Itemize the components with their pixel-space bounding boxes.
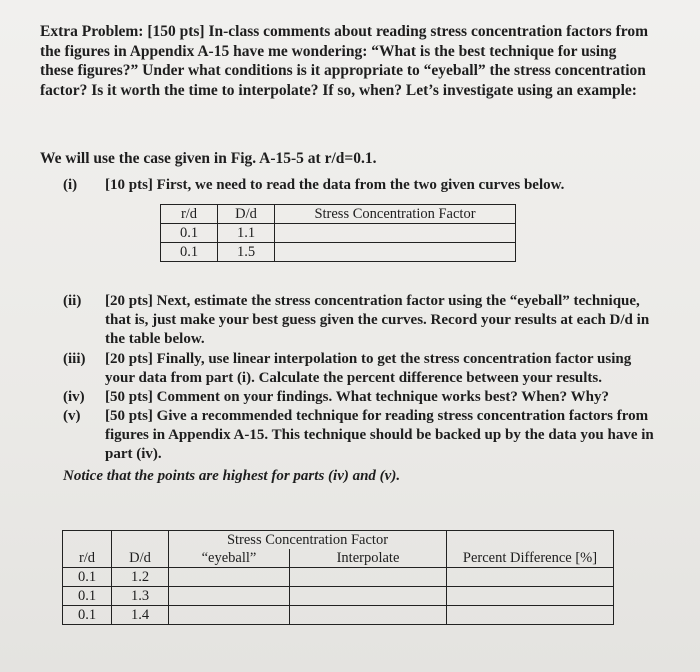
blank-cell — [275, 243, 516, 262]
lead-sentence: We will use the case given in Fig. A-15-5 at r/d=0.1. — [40, 150, 377, 167]
table-row — [63, 568, 614, 587]
table-row — [63, 587, 614, 606]
table-cell: 0.1 — [63, 606, 112, 625]
table-cell: 1.4 — [112, 606, 169, 625]
item-number: (iii) — [63, 351, 86, 367]
curve-data-table — [160, 204, 516, 262]
table-row — [161, 224, 516, 243]
group-header: Stress Concentration Factor — [169, 531, 447, 550]
column-header: r/d — [63, 549, 112, 568]
column-header: Percent Difference [%] — [447, 549, 614, 568]
table-cell: 1.3 — [112, 587, 169, 606]
table-cell: 0.1 — [63, 587, 112, 606]
table-cell: 0.1 — [161, 243, 218, 262]
item-text: [50 pts] Give a recommended technique for reading stress concentration factors from figures in Appendix A-15. This technique should be backed up by the data you have in part (iv). — [105, 408, 654, 462]
column-header: D/d — [112, 549, 169, 568]
blank-cell — [447, 568, 614, 587]
table-cell: 1.5 — [218, 243, 275, 262]
blank-cell — [169, 587, 290, 606]
table-cell: 1.1 — [218, 224, 275, 243]
item-text: [20 pts] Next, estimate the stress concentration factor using the “eyeball” technique, that is, just make your best guess given the curves. Record your results at each D/d in the table below. — [105, 293, 650, 347]
points-note: Notice that the points are highest for parts (iv) and (v). — [63, 468, 401, 484]
item-number: (ii) — [63, 293, 82, 309]
blank-cell — [290, 568, 447, 587]
blank-cell — [112, 531, 169, 550]
item-text: [20 pts] Finally, use linear interpolation to get the stress concentration factor using your data from part (i). Calculate the percent difference between your results. — [105, 351, 632, 386]
blank-cell — [447, 606, 614, 625]
item-number: (i) — [63, 177, 78, 193]
item-number: (iv) — [63, 389, 85, 405]
column-header: r/d — [161, 205, 218, 224]
item-text: [50 pts] Comment on your findings. What technique works best? When? Why? — [105, 389, 609, 405]
results-table — [62, 530, 614, 625]
item-text: [10 pts] First, we need to read the data from the two given curves below. — [105, 177, 565, 193]
table-row — [63, 606, 614, 625]
table-cell: 0.1 — [63, 568, 112, 587]
intro-text: Extra Problem: [150 pts] In-class comments about reading stress concentration factors from the figures in Appendix A-15 have me wondering: “What is the best technique for using these figures?” Under what conditions is it appropriate to “eyeball” the stress concentration factor? Is it worth the time to interpolate? If so, when? Let’s investigate using an example: — [40, 23, 649, 99]
column-header: Stress Concentration Factor — [275, 205, 516, 224]
blank-cell — [169, 568, 290, 587]
column-header: “eyeball” — [169, 549, 290, 568]
item-number: (v) — [63, 408, 81, 424]
blank-cell — [63, 531, 112, 550]
column-header: D/d — [218, 205, 275, 224]
blank-cell — [275, 224, 516, 243]
table-row — [161, 243, 516, 262]
table-cell: 0.1 — [161, 224, 218, 243]
blank-cell — [290, 587, 447, 606]
column-header: Interpolate — [290, 549, 447, 568]
blank-cell — [169, 606, 290, 625]
problem-intro — [40, 22, 652, 100]
table-cell: 1.2 — [112, 568, 169, 587]
blank-cell — [447, 587, 614, 606]
blank-cell — [447, 531, 614, 550]
blank-cell — [290, 606, 447, 625]
